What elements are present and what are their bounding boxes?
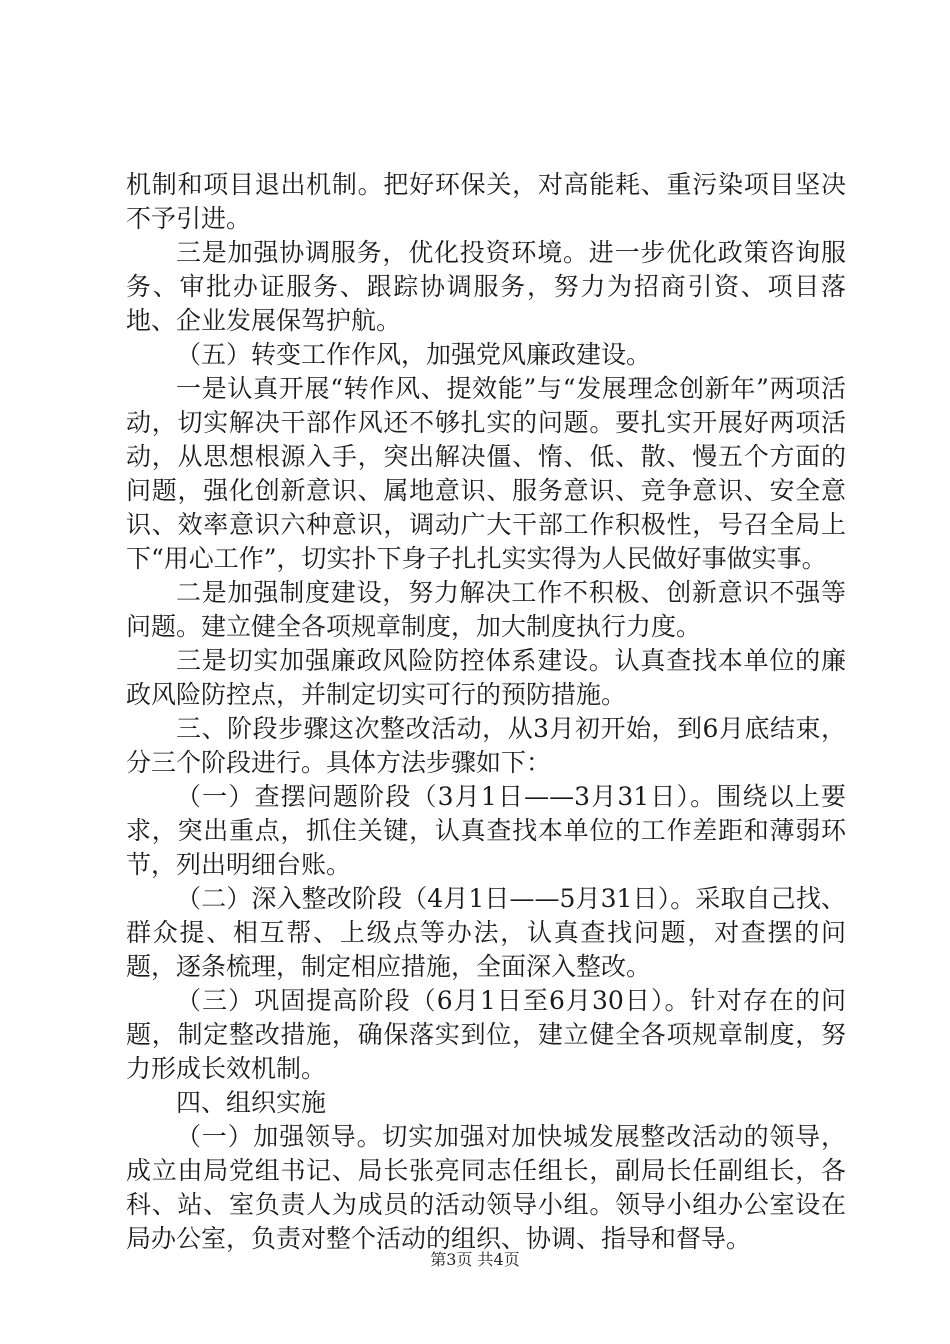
page-footer	[0, 1247, 950, 1270]
section-heading: （五）转变工作作风，加强党风廉政建设。	[176, 340, 652, 369]
paragraph: 三是加强协调服务，优化投资环境。进一步优化政策咨询服务、审批办证服务、跟踪协调服务，努力为招商引资、项目落地、企业发展保驾护航。	[126, 238, 846, 335]
paragraph: （二）深入整改阶段（4月1日——5月31日）。采取自己找、群众提、相互帮、上级点等办法，认真查找问题，对查摆的问题，逐条梳理，制定相应措施，全面深入整改。	[126, 884, 846, 981]
section-heading: 三、阶段步骤这次整改活动，从3月初开始，到6月底结束，分三个阶段进行。具体方法步骤如下：	[126, 714, 846, 777]
paragraph: 一是认真开展“转作风、提效能”与“发展理念创新年”两项活动，切实解决干部作风还不够扎实的问题。要扎实开展好两项活动，从思想根源入手，突出解决僵、惰、低、散、慢五个方面的问题，强化创新意识、属地意识、服务意识、竞争意识、安全意识、效率意识六种意识，调动广大干部工作积极性，号召全局上下“用心工作”，切实扑下身子扎扎实实得为人民做好事做实事。	[126, 374, 846, 573]
page-number: 第3页 共4页	[430, 1250, 520, 1269]
paragraph: 三是切实加强廉政风险防控体系建设。认真查找本单位的廉政风险防控点，并制定切实可行的预防措施。	[126, 646, 846, 709]
paragraph-continuation: 机制和项目退出机制。把好环保关，对高能耗、重污染项目坚决不予引进。	[126, 170, 846, 233]
paragraph: （一）查摆问题阶段（3月1日——3月31日）。围绕以上要求，突出重点，抓住关键，认真查找本单位的工作差距和薄弱环节，列出明细台账。	[126, 782, 846, 879]
paragraph: （三）巩固提高阶段（6月1日至6月30日）。针对存在的问题，制定整改措施，确保落实到位，建立健全各项规章制度，努力形成长效机制。	[126, 986, 846, 1083]
section-heading: 四、组织实施	[176, 1088, 327, 1117]
paragraph: （一）加强领导。切实加强对加快城发展整改活动的领导，成立由局党组书记、局长张亮同志任组长，副局长任副组长，各科、站、室负责人为成员的活动领导小组。领导小组办公室设在局办公室，负责对整个活动的组织、协调、指导和督导。	[126, 1122, 846, 1253]
paragraph: 二是加强制度建设，努力解决工作不积极、创新意识不强等问题。建立健全各项规章制度，加大制度执行力度。	[126, 578, 846, 641]
document-body	[126, 168, 846, 1256]
